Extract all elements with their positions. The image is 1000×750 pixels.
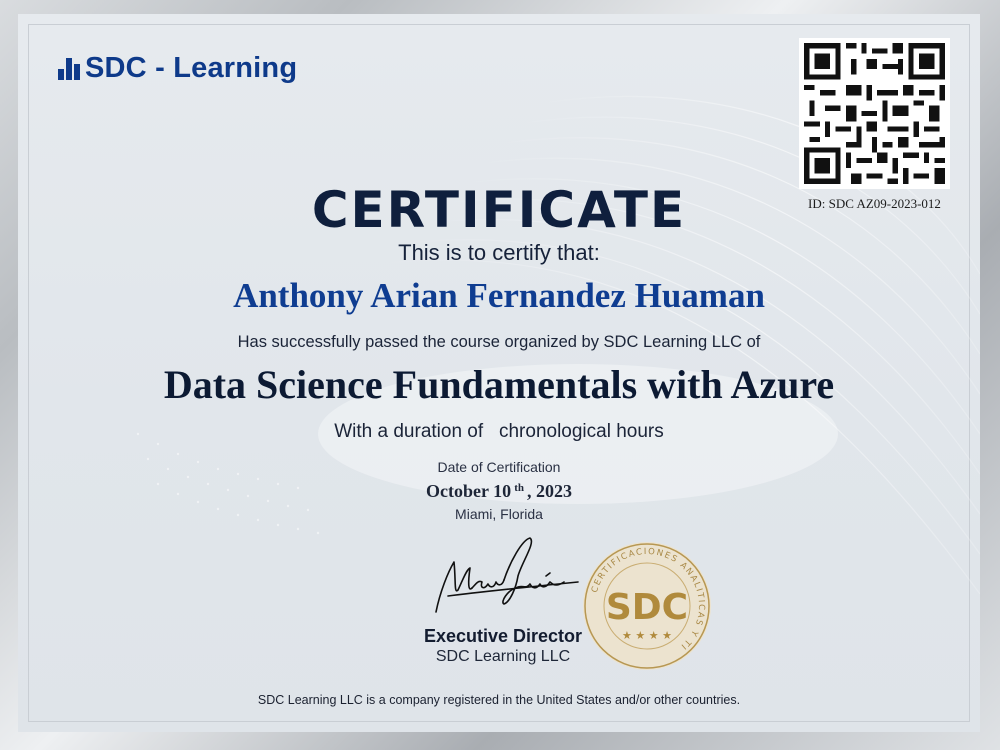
date-main: October 10 [426,481,512,501]
logo-bars-icon [58,58,80,80]
date-suffix: th [514,482,524,494]
certify-subtitle: This is to certify that: [398,240,600,265]
recipient-name: Anthony Arian Fernandez Huaman [233,276,765,315]
passed-statement: Has successfully passed the course organized by SDC Learning LLC of [237,333,761,351]
logo-text: SDC - Learning [85,52,298,84]
signer-title: Executive Director [423,626,583,646]
svg-text:CERTIFICACIONES ANALITICAS Y T: CERTIFICACIONES ANALITICAS Y TI [589,546,707,652]
location: Miami, Florida [455,506,543,522]
svg-text:SDC: SDC [605,587,689,628]
course-name: Data Science Fundamentals with Azure [163,362,835,407]
signer-organization: SDC Learning LLC [435,648,571,665]
certification-date [18,481,980,502]
date-year: , 2023 [526,481,572,501]
date-label: Date of Certification [437,459,561,475]
footer-note: SDC Learning LLC is a company registered in the United States and/or other countries. [257,693,741,707]
signature [418,532,588,622]
duration-statement: With a duration of chronological hours [334,421,664,442]
qr-code [799,38,950,189]
certificate-title: CERTIFICATE [311,181,687,239]
svg-text:★ ★ ★ ★: ★ ★ ★ ★ [622,629,672,642]
certificate-paper [18,14,980,732]
brand-logo [58,52,297,85]
sdc-seal-badge [581,540,713,672]
certificate-id: ID: SDC AZ09-2023-012 [808,196,941,211]
